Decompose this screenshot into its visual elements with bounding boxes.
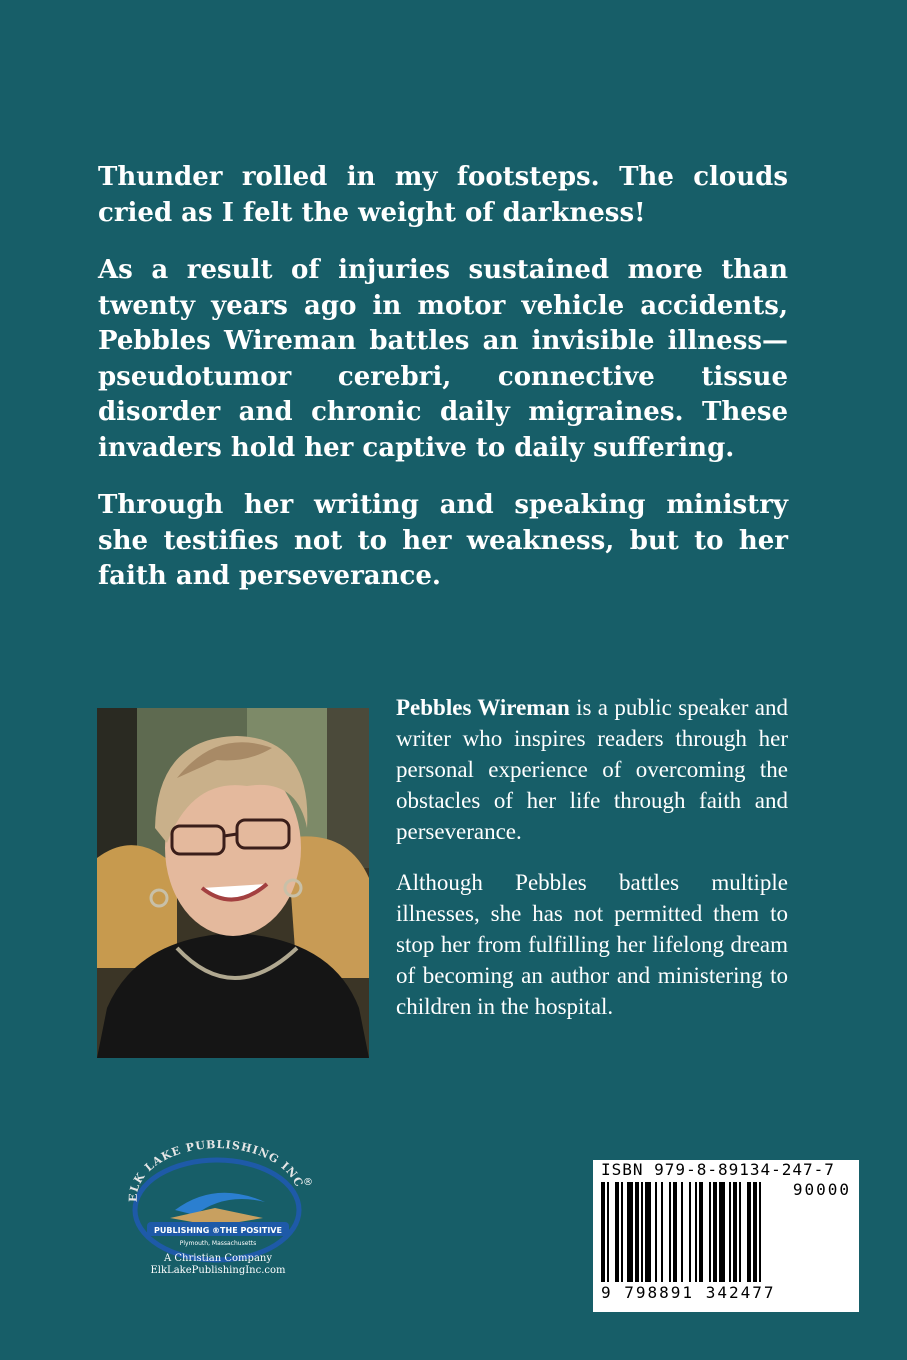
bio-intro-text: is a public speaker and writer who inspires readers through her personal experience of overcoming the obstacles of her life through faith and perseverance. [396,695,789,844]
barcode-bar [655,1182,657,1282]
barcode-bar [645,1182,651,1282]
barcode-bar [661,1182,663,1282]
barcode-bar [709,1182,711,1282]
author-bio [396,692,788,1042]
isbn-label: ISBN 979-8-89134-247-7 [601,1160,835,1179]
ean-digits: 9 798891 342477 [601,1283,776,1302]
barcode-bar [635,1182,639,1282]
barcode-bar [729,1182,731,1282]
logo-website: ElkLakePublishingInc.com [150,1265,286,1276]
author-name: Pebbles Wireman [396,695,570,720]
barcode-bar [747,1182,751,1282]
logo-banner-text: PUBLISHING ®THE POSITIVE [154,1226,282,1235]
blurb-hook: Thunder rolled in my footsteps. The clouds cried as I felt the weight of darkness! [98,162,788,228]
blurb-paragraph-illness: As a result of injuries sustained more than twenty years ago in motor vehicle accidents, Pebbles Wireman battles an invisible illness—pseudotumor cerebri, connective tissue disorder and chronic daily migraines. These invaders hold her captive to daily suffering. [98,255,788,463]
barcode-bar [615,1182,619,1282]
barcode-bar [739,1182,741,1282]
barcode-bar [733,1182,737,1282]
author-portrait-illustration [97,708,369,1058]
barcode-bar [669,1182,671,1282]
logo-tagline: A Christian Company [163,1253,273,1264]
publisher-logo [115,1140,320,1280]
isbn-barcode [593,1160,859,1312]
blurb-paragraph-ministry: Through her writing and speaking ministry she testifies not to her weakness, but to her faith and perseverance. [98,490,788,591]
bio-illness-paragraph: Although Pebbles battles multiple illnesses, she has not permitted them to stop her from fulfilling her lifelong dream of becoming an author and ministering to children in the hospital. [396,870,788,1019]
author-photo [97,708,369,1058]
barcode-bar [713,1182,717,1282]
barcode-bar [689,1182,691,1282]
barcode-bar [719,1182,725,1282]
barcode-bar [627,1182,633,1282]
barcode-bar [607,1182,609,1282]
back-cover-blurb [98,160,788,617]
elk-lake-logo-mark [115,1140,320,1280]
logo-arc-text: ELK LAKE PUBLISHING INC [126,1140,306,1203]
barcode-bar [601,1182,605,1282]
bio-intro [396,692,788,847]
barcode-bar [753,1182,757,1282]
price-code: 90000 [789,1180,851,1199]
barcode-bar [759,1182,761,1282]
barcode-bar [695,1182,697,1282]
logo-location: Plymouth, Massachusetts [179,1240,257,1247]
barcode-bar [699,1182,703,1282]
registered-mark: ® [303,1177,313,1188]
barcode-bar [681,1182,683,1282]
barcode-bar [621,1182,623,1282]
barcode-bar [673,1182,677,1282]
barcode-bar [641,1182,643,1282]
